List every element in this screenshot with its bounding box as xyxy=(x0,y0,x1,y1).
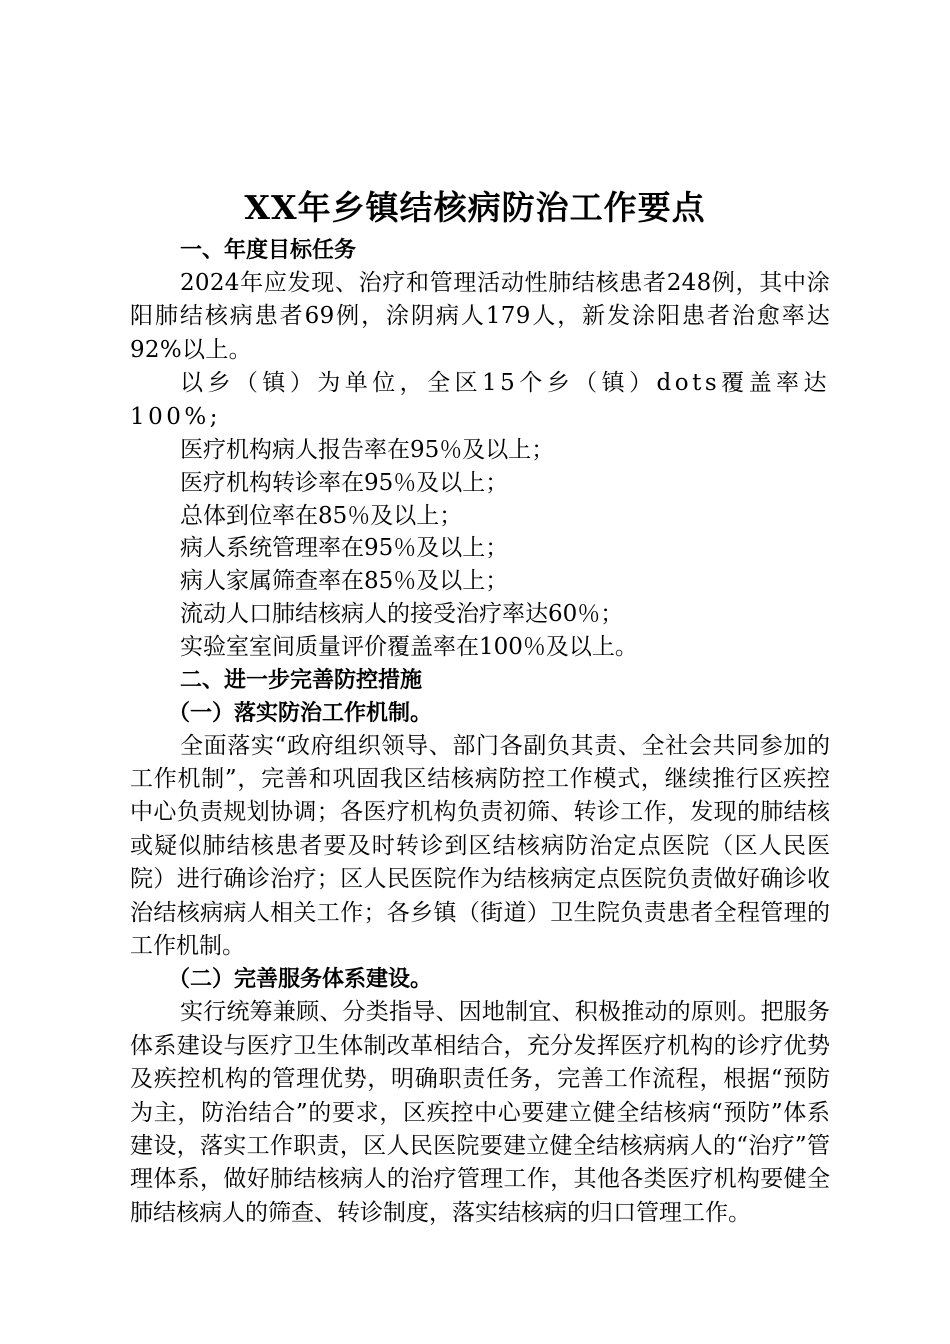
target-item: 病人家属筛查率在85％及以上； xyxy=(180,568,509,595)
target-paragraph: 2024年应发现、治疗和管理活动性肺结核患者248例，其中涂阳肺结核病患者69例，涂阴病人179人，新发涂阳患者治愈率达92%以上。 xyxy=(130,270,830,363)
target-item: 医疗机构转诊率在95％及以上； xyxy=(180,469,509,496)
section-heading-2: 二、进一步完善防控措施 xyxy=(180,667,423,693)
target-item: 总体到位率在85％及以上； xyxy=(180,502,463,529)
document-body xyxy=(130,234,830,1230)
service-system-paragraph: 实行统筹兼顾、分类指导、因地制宜、积极推动的原则。把服务体系建设与医疗卫生体制改革相结合，充分发挥医疗机构的诊疗优势及疾控机构的管理优势，明确职责任务，完善工作流程，根据“预防为主，防治结合”的要求，区疾控中心要建立健全结核病“预防”体系建设，落实工作职责，区人民医院要建立健全结核病病人的“治疗”管理体系，做好肺结核病人的治疗管理工作，其他各类医疗机构要健全肺结核病人的筛查、转诊制度，落实结核病的归口管理工作。 xyxy=(130,999,830,1226)
subsection-heading-2: （二）完善服务体系建设。 xyxy=(168,967,433,993)
target-item: 病人系统管理率在95％及以上； xyxy=(180,535,509,562)
target-item: 实验室室间质量评价覆盖率在100％及以上。 xyxy=(180,633,638,660)
target-item: 流动人口肺结核病人的接受治疗率达60％； xyxy=(180,601,624,628)
subsection-heading-1: （一）落实防治工作机制。 xyxy=(168,700,433,726)
mechanism-paragraph: 全面落实“政府组织领导、部门各副负其责、全社会共同参加的工作机制”，完善和巩固我区结核病防控工作模式，继续推行区疾控中心负责规划协调；各医疗机构负责初筛、转诊工作，发现的肺结核或疑似肺结核患者要及时转诊到区结核病防治定点医院（区人民医院）进行确诊治疗；区人民医院作为结核病定点医院负责做好确诊收治结核病病人相关工作；各乡镇（街道）卫生院负责患者全程管理的工作机制。 xyxy=(130,732,830,960)
section-heading-1: 一、年度目标任务 xyxy=(180,238,357,263)
document-title: XX年乡镇结核病防治工作要点 xyxy=(244,188,706,227)
target-item: 医疗机构病人报告率在95％及以上； xyxy=(180,437,555,464)
coverage-paragraph: 以乡（镇）为单位，全区15个乡（镇）dots覆盖率达100%; xyxy=(130,370,830,430)
